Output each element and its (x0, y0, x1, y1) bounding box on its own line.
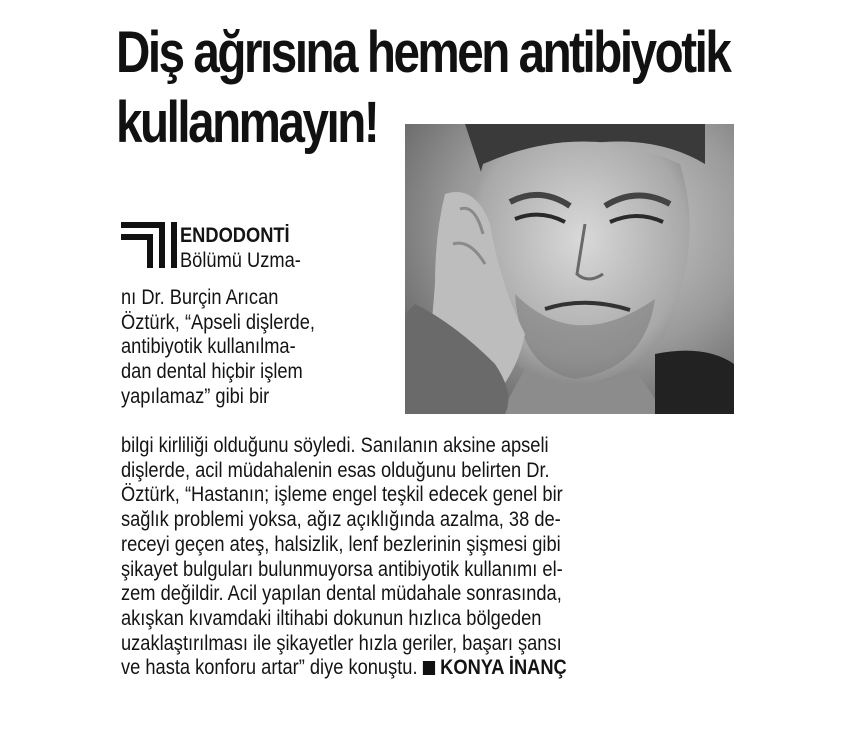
body-line: akışkan kıvamdaki iltihabi dokunun hızlıca bölgeden (121, 606, 542, 630)
body-line: nı Dr. Burçin Arıcan (121, 286, 279, 309)
body-line: Bölümü Uzma- (180, 248, 301, 272)
kicker: ENDODONTİ (180, 224, 290, 247)
body-line: Öztürk, “Hastanın; işleme engel teşkil edecek genel bir (121, 483, 563, 507)
body-line: antibiyotik kullanılma- (121, 335, 296, 359)
headline-line-2: kullanmayın! (116, 90, 378, 155)
body-line: dan dental hiçbir işlem (121, 360, 303, 384)
headline-line-1: Diş ağrısına hemen antibiyotik (116, 20, 730, 85)
body-line: ve hasta konforu artar” diye konuştu. (121, 656, 418, 680)
body-line: receyi geçen ateş, halsizlik, lenf bezlerinin şişmesi gibi (121, 532, 561, 556)
body-line: uzaklaştırılması ile şikayetler hızla geriler, başarı şansı (121, 631, 562, 655)
body-line: yapılamaz” gibi bir (121, 384, 270, 408)
byline: KONYA İNANÇ (440, 656, 567, 680)
byline-square-icon (423, 661, 435, 675)
body-line: Öztürk, “Apseli dişlerde, (121, 310, 315, 334)
body-line: sağlık problemi yoksa, ağız açıklığında azalma, 38 de- (121, 508, 561, 532)
section-dropcap-icon (121, 222, 179, 268)
body-text-wide (121, 434, 567, 681)
body-line: zem değildir. Acil yapılan dental müdahale sonrasında, (121, 582, 562, 606)
body-line: dişlerde, acil müdahalenin esas olduğunu belirten Dr. (121, 458, 550, 482)
article-photo (405, 124, 734, 414)
closing-line (121, 656, 567, 681)
man-with-toothache-image (405, 124, 734, 414)
body-text-narrow (121, 286, 315, 410)
body-line: bilgi kirliliği olduğunu söyledi. Sanılanın aksine apseli (121, 434, 549, 457)
intro-text (180, 224, 301, 273)
body-line: şikayet bulguları bulunmuyorsa antibiyotik kullanımı el- (121, 557, 563, 581)
